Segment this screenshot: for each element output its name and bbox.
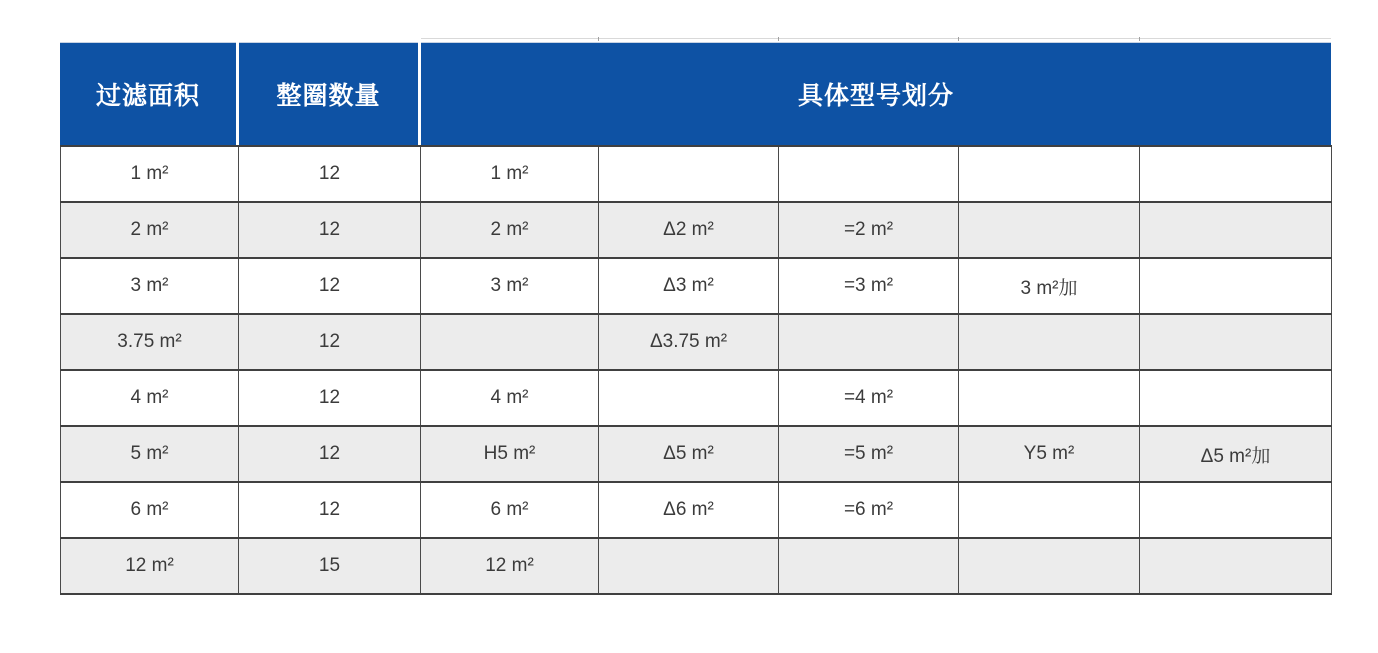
table-cell (959, 146, 1140, 202)
table-cell (1140, 258, 1332, 314)
table-row (61, 482, 1332, 538)
table-cell (779, 538, 959, 594)
table-cell (1140, 314, 1332, 370)
grid-tick (958, 37, 959, 41)
table-body (60, 145, 1332, 595)
table-cell: =5 m² (779, 426, 959, 482)
table-cell: 3 m² (421, 258, 599, 314)
table-cell: 12 m² (61, 538, 239, 594)
table-cell (421, 314, 599, 370)
header-ring-count: 整圈数量 (239, 42, 418, 145)
table-cell: 12 m² (421, 538, 599, 594)
table-row (61, 426, 1332, 482)
table-cell: 3.75 m² (61, 314, 239, 370)
table-row (61, 538, 1332, 594)
table-cell (779, 146, 959, 202)
table-cell: =4 m² (779, 370, 959, 426)
filter-spec-table (60, 42, 1331, 595)
table-cell (779, 314, 959, 370)
grid-tick (778, 37, 779, 41)
table-cell (1140, 202, 1332, 258)
table-cell: 12 (239, 146, 421, 202)
table-cell: 2 m² (61, 202, 239, 258)
table-cell: Δ3.75 m² (599, 314, 779, 370)
table-cell: 4 m² (61, 370, 239, 426)
table-header (60, 42, 1331, 145)
table-cell (1140, 146, 1332, 202)
table-cell (1140, 538, 1332, 594)
header-model-division (421, 42, 1331, 145)
table-cell (599, 146, 779, 202)
table-row (61, 314, 1332, 370)
table-cell: =6 m² (779, 482, 959, 538)
table-cell: 4 m² (421, 370, 599, 426)
table-row (61, 202, 1332, 258)
grid-tick (598, 37, 599, 41)
table-cell (959, 538, 1140, 594)
table-cell (959, 482, 1140, 538)
table-cell: Δ3 m² (599, 258, 779, 314)
table-cell: Δ5 m²加 (1140, 426, 1332, 482)
table-cell: 12 (239, 426, 421, 482)
table-cell (1140, 370, 1332, 426)
table-cell: 6 m² (421, 482, 599, 538)
table-cell (959, 202, 1140, 258)
table-cell: H5 m² (421, 426, 599, 482)
table-cell: =3 m² (779, 258, 959, 314)
table-cell: 3 m² (61, 258, 239, 314)
table-cell: 1 m² (421, 146, 599, 202)
table-cell: Y5 m² (959, 426, 1140, 482)
table-cell (599, 538, 779, 594)
table-cell (959, 314, 1140, 370)
table-cell (599, 370, 779, 426)
table-cell (959, 370, 1140, 426)
table-row (61, 370, 1332, 426)
table-cell: 15 (239, 538, 421, 594)
table-cell: 1 m² (61, 146, 239, 202)
header-filter-area: 过滤面积 (60, 42, 236, 145)
table-cell: 12 (239, 314, 421, 370)
table-row (61, 258, 1332, 314)
table-cell: Δ6 m² (599, 482, 779, 538)
table-cell: 12 (239, 370, 421, 426)
table-cell (1140, 482, 1332, 538)
table-cell: Δ2 m² (599, 202, 779, 258)
table-cell: 3 m²加 (959, 258, 1140, 314)
table-cell: 6 m² (61, 482, 239, 538)
table-cell: 12 (239, 202, 421, 258)
table-cell: =2 m² (779, 202, 959, 258)
table-cell: 2 m² (421, 202, 599, 258)
grid-tick (1139, 37, 1140, 41)
header-model-division-label: 具体型号划分 (797, 82, 954, 110)
table-row (61, 146, 1332, 202)
table-cell: 5 m² (61, 426, 239, 482)
table-cell: 12 (239, 258, 421, 314)
table-cell: Δ5 m² (599, 426, 779, 482)
table-cell: 12 (239, 482, 421, 538)
